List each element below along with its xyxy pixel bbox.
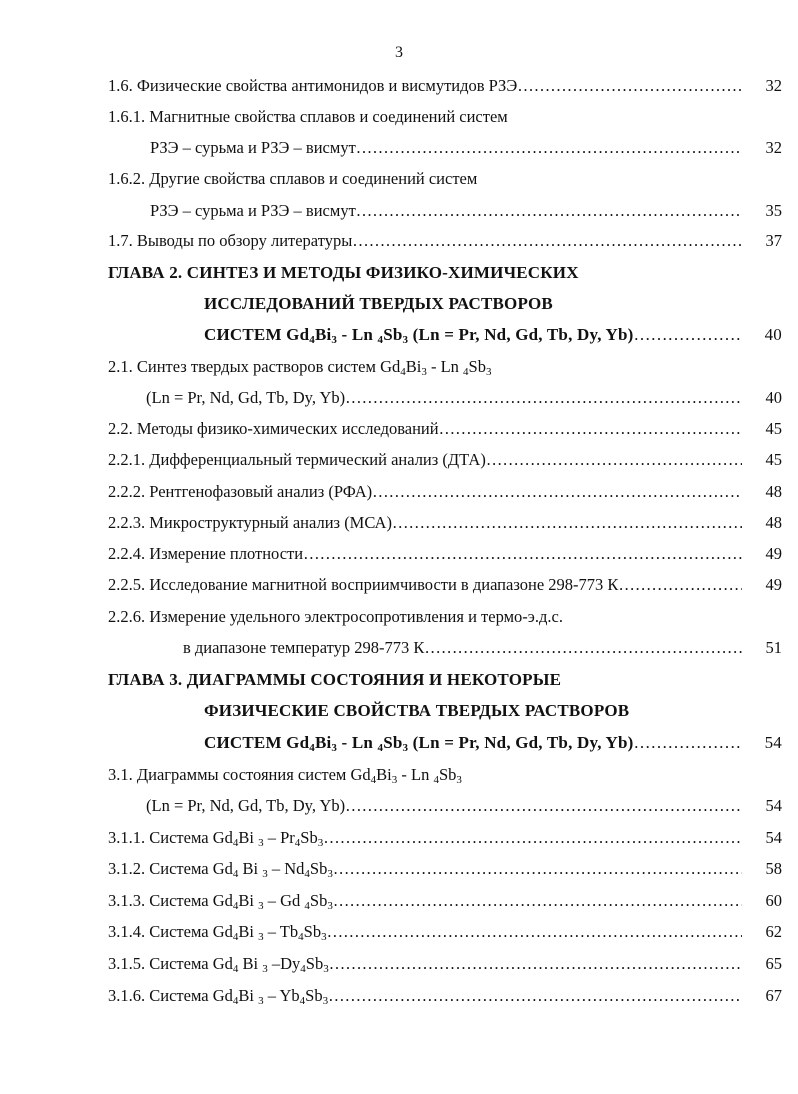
toc-entry-page: 48	[765, 513, 782, 532]
toc-leader-dots	[439, 415, 742, 443]
chapter-heading-line: СИСТЕМ $Gd_4Bi_3$ - Ln $_4Sb_3$ (Ln = Pr, Nd, Gd, Tb, Dy, Yb)	[204, 325, 634, 346]
toc-entry-2-1	[108, 353, 491, 381]
toc-leader-dots	[345, 384, 742, 412]
toc-entry-2-1-cont	[146, 384, 782, 412]
chapter-heading-line: ГЛАВА 3. ДИАГРАММЫ СОСТОЯНИЯ И НЕКОТОРЫЕ	[108, 670, 562, 689]
chapter-3-heading-line-3	[204, 729, 782, 757]
toc-entry-title: 3.1.5. Система $Gd_4$ Bi $_3$ $-Dy_4Sb_3$	[108, 954, 329, 975]
toc-leader-dots	[517, 72, 742, 100]
toc-entry-title: 2.2. Методы физико-химических исследований	[108, 419, 439, 438]
toc-entry-3-1	[108, 761, 462, 789]
toc-entry-page: 65	[765, 954, 782, 973]
toc-entry-title: 3.1.4. Система $Gd_4Bi$ $_3 - Tb_4Sb_3$	[108, 922, 327, 943]
toc-entry-title: 2.2.3. Микроструктурный анализ (МСА)	[108, 513, 392, 532]
toc-entry-3-1-cont	[146, 792, 782, 820]
toc-entry-title: 2.2.2. Рентгенофазовый анализ (РФА)	[108, 482, 373, 501]
toc-entry-1-7	[108, 227, 782, 255]
toc-leader-dots	[618, 571, 742, 599]
toc-leader-dots	[486, 446, 742, 474]
toc-entry-title: 2.2.1. Дифференциальный термический анализ (ДТА)	[108, 450, 486, 469]
toc-entry-title: 3.1.3. Система $Gd_4Bi$ $_3$ – Gd $_4Sb_3$	[108, 891, 333, 912]
chapter-heading-line: СИСТЕМ $Gd_4Bi_3$ - Ln $_4Sb_3$ (Ln = Pr, Nd, Gd, Tb, Dy, Yb)	[204, 733, 634, 754]
toc-entry-2-2-5	[108, 571, 782, 599]
toc-entry-page: 45	[765, 419, 782, 438]
toc-entry-title: 2.1. Синтез твердых растворов систем $Gd_4Bi_3$ - Ln $_4Sb_3$	[108, 357, 492, 378]
toc-entry-page: 37	[765, 231, 782, 250]
toc-entry-2-2	[108, 415, 782, 443]
toc-entry-title: 3.1.2. Система $Gd_4$ Bi $_3 - Nd_4Sb_3$	[108, 859, 333, 880]
chapter-heading-line: ГЛАВА 2. СИНТЕЗ И МЕТОДЫ ФИЗИКО-ХИМИЧЕСКИХ	[108, 263, 579, 282]
toc-leader-dots	[329, 950, 742, 978]
toc-entry-2-2-6	[108, 603, 563, 631]
toc-entry-page: 45	[765, 450, 782, 469]
toc-entry-title: в диапазоне температур 298-773 К	[183, 638, 425, 657]
toc-entry-page: 58	[765, 859, 782, 878]
toc-entry-page: 40	[765, 388, 782, 407]
toc-leader-dots	[634, 729, 743, 757]
toc-leader-dots	[356, 134, 742, 162]
toc-entry-page: 40	[764, 325, 782, 344]
toc-entry-2-2-3	[108, 509, 782, 537]
toc-entry-title: 3.1.6. Система $Gd_4Bi$ $_3 - Yb_4Sb_3$	[108, 986, 329, 1007]
toc-entry-3-1-3	[108, 887, 782, 915]
toc-entry-3-1-1	[108, 824, 782, 852]
toc-leader-dots	[323, 824, 742, 852]
toc-leader-dots	[352, 227, 742, 255]
page-number: 3	[395, 44, 403, 61]
toc-leader-dots	[356, 197, 742, 225]
toc-leader-dots	[634, 321, 743, 349]
chapter-2-heading-line-3	[204, 321, 782, 349]
toc-entry-page: 32	[765, 76, 782, 95]
toc-entry-title: (Ln = Pr, Nd, Gd, Tb, Dy, Yb)	[146, 388, 346, 407]
toc-entry-2-2-2	[108, 478, 782, 506]
toc-leader-dots	[328, 982, 742, 1010]
toc-entry-title: РЗЭ – сурьма и РЗЭ – висмут	[150, 138, 356, 157]
toc-entry-page: 54	[765, 828, 782, 847]
toc-entry-title: 2.2.6. Измерение удельного электросопротивления и термо-э.д.с.	[108, 607, 563, 626]
toc-entry-page: 49	[765, 544, 782, 563]
toc-leader-dots	[345, 792, 742, 820]
chapter-3-heading	[108, 666, 561, 694]
chapter-heading-line: ИССЛЕДОВАНИЙ ТВЕРДЫХ РАСТВОРОВ	[204, 294, 553, 313]
toc-entry-title: РЗЭ – сурьма и РЗЭ – висмут	[150, 201, 356, 220]
chapter-2-heading-line-2	[204, 290, 553, 318]
toc-entry-page: 54	[765, 796, 782, 815]
chapter-3-heading-line-2	[204, 697, 629, 725]
toc-entry-page: 32	[765, 138, 782, 157]
toc-leader-dots	[333, 887, 742, 915]
chapter-2-heading	[108, 259, 579, 287]
toc-entry-3-1-4	[108, 918, 782, 946]
toc-entry-title: 3.1. Диаграммы состояния систем $Gd_4Bi_3$ - Ln $_4Sb_3$	[108, 765, 462, 786]
toc-entry-1-6-1-cont	[150, 134, 782, 162]
toc-entry-title: 1.7. Выводы по обзору литературы	[108, 231, 353, 250]
toc-entry-title: 1.6.1. Магнитные свойства сплавов и соединений систем	[108, 107, 508, 126]
toc-leader-dots	[327, 918, 742, 946]
toc-entry-page: 35	[765, 201, 782, 220]
toc-entry-3-1-2	[108, 855, 782, 883]
toc-entry-2-2-6-cont	[183, 634, 782, 662]
toc-entry-page: 51	[765, 638, 782, 657]
toc-entry-title: 2.2.4. Измерение плотности	[108, 544, 304, 563]
toc-entry-page: 67	[765, 986, 782, 1005]
toc-entry-title: 2.2.5. Исследование магнитной восприимчивости в диапазоне 298-773 К	[108, 575, 619, 594]
toc-leader-dots	[372, 478, 742, 506]
chapter-heading-line: ФИЗИЧЕСКИЕ СВОЙСТВА ТВЕРДЫХ РАСТВОРОВ	[204, 701, 630, 720]
toc-entry-1-6-2	[108, 165, 477, 193]
toc-entry-page: 62	[765, 922, 782, 941]
toc-leader-dots	[424, 634, 742, 662]
toc-entry-1-6-2-cont	[150, 197, 782, 225]
toc-entry-title: 1.6.2. Другие свойства сплавов и соединений систем	[108, 169, 478, 188]
toc-entry-title: 3.1.1. Система $Gd_4Bi$ $_3 - Pr_4Sb_3$	[108, 828, 324, 849]
toc-entry-3-1-6	[108, 982, 782, 1010]
toc-entry-page: 54	[764, 733, 782, 752]
toc-entry-2-2-1	[108, 446, 782, 474]
toc-entry-page: 48	[765, 482, 782, 501]
toc-entry-title: 1.6. Физические свойства антимонидов и висмутидов РЗЭ	[108, 76, 518, 95]
toc-entry-1-6	[108, 72, 782, 100]
toc-entry-page: 49	[765, 575, 782, 594]
toc-entry-2-2-4	[108, 540, 782, 568]
toc-entry-title: (Ln = Pr, Nd, Gd, Tb, Dy, Yb)	[146, 796, 346, 815]
toc-leader-dots	[392, 509, 742, 537]
toc-leader-dots	[303, 540, 742, 568]
toc-entry-1-6-1	[108, 103, 508, 131]
toc-entry-3-1-5	[108, 950, 782, 978]
toc-leader-dots	[333, 855, 742, 883]
toc-entry-page: 60	[765, 891, 782, 910]
